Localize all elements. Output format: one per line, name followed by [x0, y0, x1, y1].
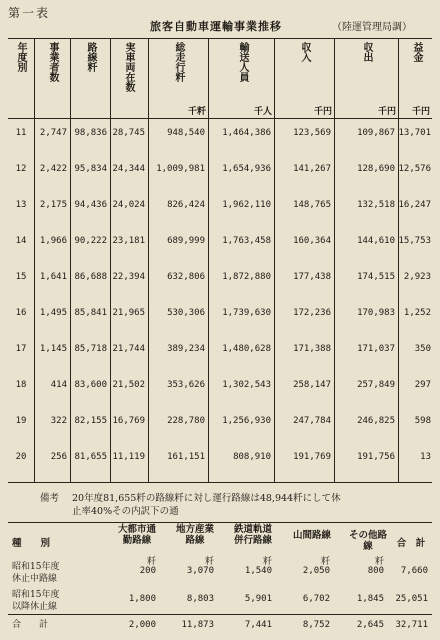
table-top-rule: [8, 38, 432, 39]
sub-cell: 7,660: [400, 566, 428, 576]
cell-operators: 322: [50, 416, 67, 426]
cell-expense: 174,515: [357, 272, 395, 282]
cell-passengers: 1,480,628: [222, 344, 271, 354]
note-line-2: 止率40%その内訳下の通: [72, 506, 179, 517]
cell-profit: 297: [414, 380, 431, 390]
cell-profit: 15,753: [398, 236, 431, 246]
cell-profit: 350: [414, 344, 431, 354]
header-profit: 益金: [411, 42, 422, 62]
header-rule: [8, 118, 432, 119]
cell-total-km: 353,626: [167, 380, 205, 390]
cell-operators: 414: [50, 380, 67, 390]
cell-expense: 257,849: [357, 380, 395, 390]
cell-expense: 191,756: [357, 452, 395, 462]
breakdown-table: [8, 522, 432, 640]
cell-operators: 2,175: [39, 200, 67, 210]
sub-row-label: 昭和15年度: [12, 590, 60, 600]
unit-passengers: 千人: [253, 107, 272, 117]
cell-revenue: 177,438: [293, 272, 331, 282]
cell-revenue: 123,569: [293, 128, 331, 138]
sub-total-rule: [8, 614, 432, 615]
header-total-km: 総走行粁: [173, 42, 184, 82]
sub-cell: 8,752: [302, 620, 330, 630]
unit-profit: 千円: [411, 107, 430, 117]
sub-cell: 7,441: [244, 620, 272, 630]
year-cell: 11: [15, 128, 27, 138]
cell-expense: 132,518: [357, 200, 395, 210]
sub-row-label: 以降休止線: [12, 602, 58, 612]
cell-vehicles: 28,745: [112, 128, 145, 138]
note-label: 備考: [40, 493, 60, 504]
cell-operators: 256: [50, 452, 67, 462]
sub-header-total: 合 計: [396, 538, 426, 549]
cell-vehicles: 11,119: [112, 452, 145, 462]
cell-passengers: 1,256,930: [222, 416, 271, 426]
year-cell: 20: [15, 452, 27, 462]
figure-label: 第一表: [8, 6, 51, 20]
unit-total-km: 千粁: [187, 107, 206, 117]
cell-expense: 109,867: [357, 128, 395, 138]
cell-total-km: 161,151: [167, 452, 205, 462]
cell-vehicles: 24,344: [112, 164, 145, 174]
header-expense: 収出: [361, 42, 372, 62]
cell-passengers: 1,302,543: [222, 380, 271, 390]
unit-expense: 千円: [377, 107, 396, 117]
cell-operators: 1,495: [39, 308, 67, 318]
cell-operators: 2,422: [39, 164, 67, 174]
sub-row-label: 休止中路線: [12, 574, 58, 584]
cell-revenue: 247,784: [293, 416, 331, 426]
year-cell: 15: [15, 272, 27, 282]
note-line-1: 20年度81,655粁の路線粁に対し運行路線は48,944粁にして休: [72, 493, 341, 504]
cell-revenue: 160,364: [293, 236, 331, 246]
header-year: 年度別: [15, 42, 26, 72]
cell-route-km: 90,222: [74, 236, 107, 246]
cell-revenue: 172,236: [293, 308, 331, 318]
cell-passengers: 1,763,458: [222, 236, 271, 246]
cell-passengers: 1,962,110: [222, 200, 271, 210]
sub-cell: 1,845: [356, 594, 384, 604]
cell-revenue: 191,769: [293, 452, 331, 462]
cell-route-km: 85,841: [74, 308, 107, 318]
cell-operators: 1,145: [39, 344, 67, 354]
sub-header-rail-parallel: 鉄道軌道併行路線: [233, 524, 272, 546]
cell-vehicles: 21,502: [112, 380, 145, 390]
year-cell: 18: [15, 380, 27, 390]
cell-route-km: 95,834: [74, 164, 107, 174]
unit-revenue: 千円: [313, 107, 332, 117]
table-title: 旅客自動車運輸事業推移: [150, 20, 282, 33]
sub-header-category: 種 別: [12, 538, 51, 549]
cell-profit: 13,701: [398, 128, 431, 138]
sub-row-label: 昭和15年度: [12, 562, 60, 572]
sub-header-mountain: 山間路線: [292, 530, 331, 541]
cell-route-km: 94,436: [74, 200, 107, 210]
year-cell: 12: [15, 164, 27, 174]
header-route-km: 路線粁: [85, 42, 96, 72]
year-cell: 16: [15, 308, 27, 318]
cell-passengers: 1,872,880: [222, 272, 271, 282]
cell-total-km: 632,806: [167, 272, 205, 282]
cell-total-km: 826,424: [167, 200, 205, 210]
cell-profit: 12,576: [398, 164, 431, 174]
table-bottom-rule: [8, 482, 432, 483]
cell-profit: 13: [420, 452, 431, 462]
sub-cell: 2,050: [302, 566, 330, 576]
cell-total-km: 389,234: [167, 344, 205, 354]
sub-unit: 粁: [320, 557, 330, 567]
cell-passengers: 808,910: [233, 452, 271, 462]
cell-expense: 144,610: [357, 236, 395, 246]
cell-expense: 170,983: [357, 308, 395, 318]
cell-route-km: 83,600: [74, 380, 107, 390]
sub-unit: 粁: [262, 557, 272, 567]
cell-vehicles: 21,744: [112, 344, 145, 354]
sub-top-rule: [8, 522, 432, 523]
cell-profit: 16,247: [398, 200, 431, 210]
sub-cell: 6,702: [302, 594, 330, 604]
header-passengers: 輸送人員: [237, 42, 248, 82]
sub-unit: 粁: [204, 557, 214, 567]
sub-cell: 8,803: [186, 594, 214, 604]
sub-cell: 5,901: [244, 594, 272, 604]
cell-vehicles: 24,024: [112, 200, 145, 210]
sub-cell: 11,873: [181, 620, 214, 630]
cell-passengers: 1,654,936: [222, 164, 271, 174]
cell-expense: 128,690: [357, 164, 395, 174]
cell-profit: 1,252: [403, 308, 431, 318]
header-vehicles: 実車両在数: [123, 42, 134, 92]
cell-total-km: 228,780: [167, 416, 205, 426]
cell-revenue: 141,267: [293, 164, 331, 174]
cell-route-km: 81,655: [74, 452, 107, 462]
sub-cell: 32,711: [395, 620, 428, 630]
cell-expense: 246,825: [357, 416, 395, 426]
sub-row-label: 合 計: [12, 620, 49, 630]
source-note: （陸運管理局調）: [332, 22, 412, 33]
cell-passengers: 1,739,630: [222, 308, 271, 318]
sub-header-urban: 大都市通勤路線: [117, 524, 156, 546]
cell-total-km: 1,009,981: [156, 164, 205, 174]
year-cell: 14: [15, 236, 27, 246]
cell-total-km: 689,999: [167, 236, 205, 246]
cell-vehicles: 23,181: [112, 236, 145, 246]
sub-cell: 3,070: [186, 566, 214, 576]
sub-unit: 粁: [374, 557, 384, 567]
cell-route-km: 85,718: [74, 344, 107, 354]
year-cell: 13: [15, 200, 27, 210]
main-table: [8, 34, 432, 482]
cell-expense: 171,037: [357, 344, 395, 354]
header-operators: 事業者数: [47, 42, 58, 82]
sub-header-other: その他路線: [348, 530, 387, 552]
sub-unit: 粁: [146, 557, 156, 567]
cell-operators: 1,641: [39, 272, 67, 282]
sub-cell: 800: [367, 566, 384, 576]
sub-header-local: 地方産業路線: [175, 524, 214, 546]
header-revenue: 収入: [299, 42, 310, 62]
year-cell: 17: [15, 344, 27, 354]
cell-route-km: 98,836: [74, 128, 107, 138]
cell-vehicles: 21,965: [112, 308, 145, 318]
sub-cell: 2,645: [356, 620, 384, 630]
sub-cell: 200: [139, 566, 156, 576]
cell-profit: 598: [414, 416, 431, 426]
sub-cell: 1,540: [244, 566, 272, 576]
cell-vehicles: 22,394: [112, 272, 145, 282]
cell-operators: 1,966: [39, 236, 67, 246]
cell-revenue: 171,388: [293, 344, 331, 354]
cell-vehicles: 16,769: [112, 416, 145, 426]
cell-revenue: 148,765: [293, 200, 331, 210]
cell-operators: 2,747: [39, 128, 67, 138]
cell-passengers: 1,464,386: [222, 128, 271, 138]
sub-cell: 1,800: [128, 594, 156, 604]
cell-revenue: 258,147: [293, 380, 331, 390]
cell-profit: 2,923: [403, 272, 431, 282]
cell-route-km: 86,688: [74, 272, 107, 282]
sub-cell: 25,051: [395, 594, 428, 604]
cell-route-km: 82,155: [74, 416, 107, 426]
cell-total-km: 948,540: [167, 128, 205, 138]
year-cell: 19: [15, 416, 27, 426]
sub-cell: 2,000: [128, 620, 156, 630]
cell-total-km: 530,306: [167, 308, 205, 318]
